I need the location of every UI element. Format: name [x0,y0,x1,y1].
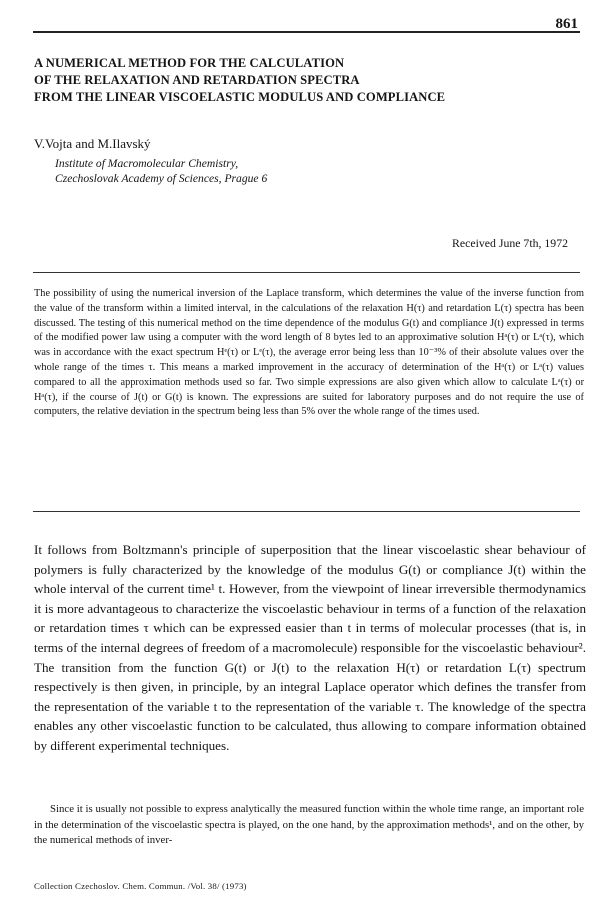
page-number: 861 [555,16,578,32]
affiliation-line-1: Institute of Macromolecular Chemistry, [55,157,239,170]
title-line-1: A NUMERICAL METHOD FOR THE CALCULATION [34,56,345,70]
title-line-3: FROM THE LINEAR VISCOELASTIC MODULUS AND COMPLIANCE [34,90,446,104]
journal-footer: Collection Czechoslov. Chem. Commun. /Vol. 38/ (1973) [34,881,247,891]
header-rule [33,31,580,33]
title-line-2: OF THE RELAXATION AND RETARDATION SPECTRA [34,73,360,87]
body-paragraph: It follows from Boltzmann's principle of superposition that the linear viscoelastic shear behaviour of polymers is fully characterized by the knowledge of the modulus G(t) or compliance J(t) within the whole interval of the current time¹ t. However, from the viewpoint of linear irreversible thermodynamics it is more advantageous to characterize the viscoelastic behaviour in terms of a function of the relaxation or retardation times τ which can be expressed easier than t in terms of molecular processes (that is, in terms of the internal degrees of freedom of a macromolecule) responsible for the viscoelastic behaviour². The transition from the function G(t) or J(t) to the relaxation H(τ) or retardation L(τ) spectrum respectively is then given, in principle, by an integral Laplace operator which defines the transfer from the representation of the variable t to the representation of the variable τ. The knowledge of the spectra enables any other viscoelastic function to be calculated, thus allowing to compare information obtained by different experimental techniques. [34,542,586,753]
affiliation-line-2: Czechoslovak Academy of Sciences, Prague 6 [55,172,268,185]
second-paragraph: Since it is usually not possible to express analytically the measured function within the whole time range, an important role in the determination of the viscoelastic spectra is played, on the one hand, by the approximation methods¹, and on the other, by the numerical methods of inver- [34,803,584,847]
received-date: Received June 7th, 1972 [452,236,568,250]
authors: V.Vojta and M.Ilavský [34,136,151,151]
abstract-top-rule [33,272,580,273]
affiliation [55,156,267,186]
abstract: The possibility of using the numerical inversion of the Laplace transform, which determines the value of the inverse function from the value of the transform within a limited interval, in the calculations of the relaxation H(τ) and retardation L(τ) spectra has been discussed. The testing of this numerical method on the time dependence of the modulus G(t) and compliance J(t) expressed in terms of the modified power law using a computer with the word length of 8 bytes led to an approximative solution Hᵃ(τ) or Lᵃ(τ), which was in accordance with the exact spectrum Hᵉ(τ) or Lᵉ(τ), the average error being less than 10⁻³% of their absolute values over the whole range of the times τ. This means a marked improvement in the accuracy of determination of the Hᵃ(τ) or Lᵃ(τ) values compared to all the approximation methods used so far. Two simple expressions are also given which allow to calculate Lᵃ(τ) or Hᵃ(τ), if the course of J(t) or G(t) is known. The expressions are suited for laboratory purposes and do not require the use of computers, the relative deviation in the spectrum being less than 5% over the whole range of the times used. [34,288,584,418]
abstract-bottom-rule [33,511,580,512]
paper-title [34,55,584,106]
